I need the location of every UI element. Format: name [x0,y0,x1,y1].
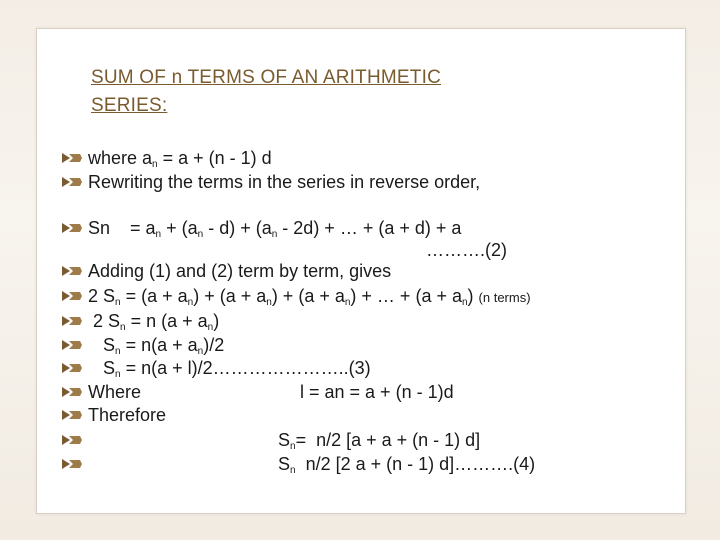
bullet-text: Rewriting the terms in the series in reverse order, [88,172,481,192]
bullet-icon [60,264,84,278]
bullet-icon [60,175,84,189]
bullet-icon [60,151,84,165]
where-definition: l = an = a + (n - 1)d [300,382,454,402]
slide-title [91,64,561,120]
bullet-icon [60,361,84,375]
bullet-text: Sn = $a_n + (a_n - d) + (a_n - 2d)$ + … + (a + d) + a [88,218,462,240]
title-line-1: SUM OF n TERMS OF AN ARITHMETIC [91,67,441,88]
bullet-text: $S_n = n(a$ + l)/2…………………..(3) [88,358,371,380]
bullet-icon [60,289,84,303]
bullet-icon [60,385,84,399]
bullet-text: $S_n$ n/2 [2 a + (n - 1) d]……….(4) [278,454,536,476]
bullet-icon [60,338,84,352]
bullet-text: where $a_n = a + (n - 1)$ d [88,148,272,170]
bullet-text: Where [88,382,142,402]
bullet-icon [60,408,84,422]
bullet-icon [60,433,84,447]
bullet-text: $S_n= n/2$ [a + a + (n - 1) d] [278,430,481,452]
bullet-text: 2 $S_n = (a + a_n) + (a + a_n) + (a + a_n)$ + … + $(a + a_n)$ (n terms) [88,286,531,308]
bullet-text: Therefore [88,405,167,425]
title-line-2: SERIES: [91,95,168,116]
bullet-icon [60,457,84,471]
bullet-icon [60,314,84,328]
bullet-text: $S_n = n(a + a_n)/2$ [88,335,225,357]
equation-label-2: ……….(2) [426,240,507,260]
bullet-icon [60,221,84,235]
bullet-text: 2 $S_n = n$ $(a + a_n)$ [88,311,220,333]
bullet-text: Adding (1) and (2) term by term, gives [88,261,392,281]
